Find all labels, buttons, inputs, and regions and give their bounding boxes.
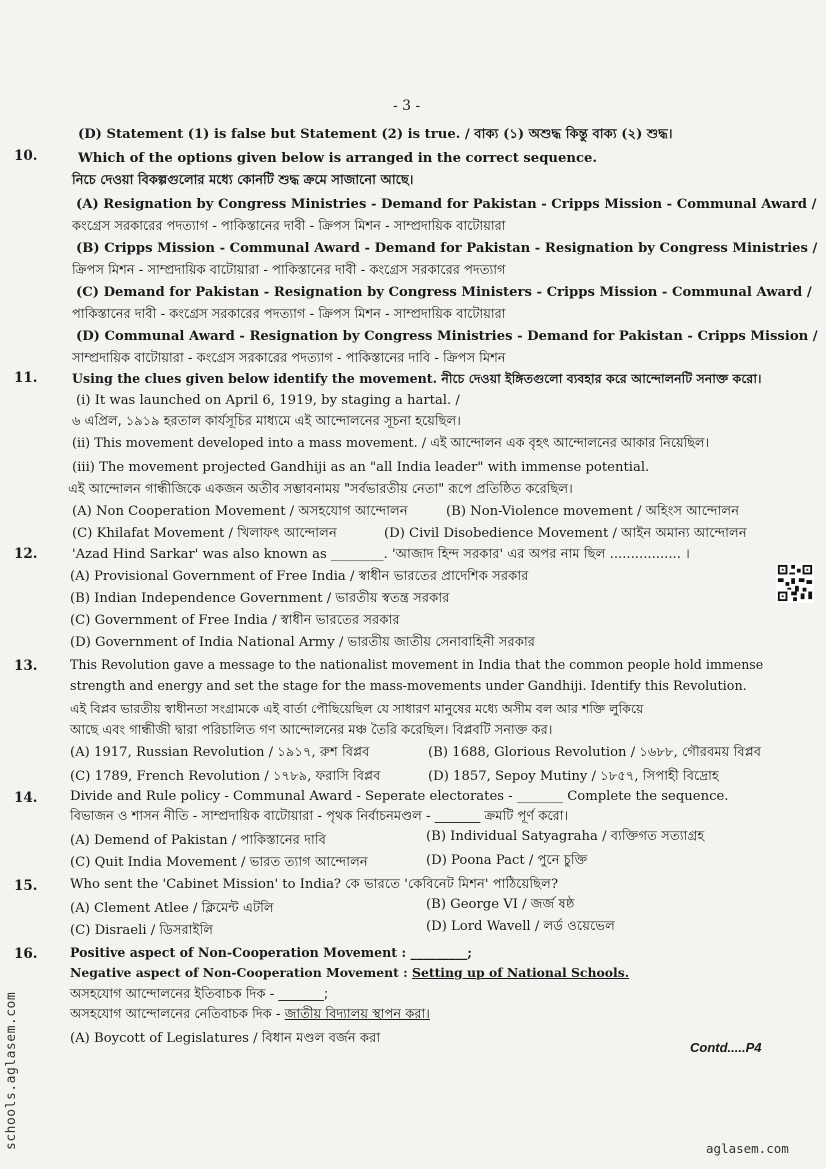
- option-b: (B) 1688, Glorious Revolution / ১৬৮৮, গৌরবময় বিপ্লব: [428, 745, 762, 760]
- question-text: strength and energy and set the stage for the mass-movements under Gandhiji. Identify this Revolution.: [70, 679, 747, 694]
- question-number: 10.: [14, 148, 38, 164]
- footer-watermark: aglasem.com: [706, 1141, 789, 1156]
- page-number: - 3 -: [393, 98, 421, 114]
- option-c: (C) Disraeli / ডিসরাইলি: [70, 923, 214, 938]
- positive-aspect-bn: অসহযোগ আন্দোলনের ইতিবাচক দিক - _______;: [70, 987, 329, 1002]
- option-b: (B) Non-Violence movement / অহিংস আন্দোলন: [446, 504, 740, 519]
- option-c: (C) Demand for Pakistan - Resignation by Congress Ministers - Cripps Mission - Communal Award /: [76, 285, 812, 300]
- option-a: (A) Demend of Pakistan / পাকিস্তানের দাবি: [70, 833, 326, 848]
- question-text: Who sent the 'Cabinet Mission' to India? কে ভারতে 'কেবিনেট মিশন' পাঠিয়েছিল?: [70, 877, 559, 892]
- question-text: Divide and Rule policy - Communal Award - Seperate electorates - _______ Complete the sequence.: [70, 789, 729, 804]
- question-text: Which of the options given below is arranged in the correct sequence.: [78, 151, 597, 166]
- option-a: (A) Provisional Government of Free India / স্বাধীন ভারতের প্রাদেশিক সরকার: [70, 569, 529, 584]
- side-watermark: schools.aglasem.com: [4, 991, 19, 1150]
- option-b: (B) Individual Satyagraha / ব্যক্তিগত সত্যাগ্রহ: [426, 829, 705, 844]
- option-d-bn: সাম্প্রদায়িক বাটোয়ারা - কংগ্রেস সরকারের পদত্যাগ - পাকিস্তানের দাবি - ক্রিপস মিশন: [72, 351, 506, 366]
- option-c: (C) 1789, French Revolution / ১৭৮৯, ফরাসি বিপ্লব: [70, 769, 381, 784]
- question-text: Using the clues given below identify the movement. নীচে দেওয়া ইঙ্গিতগুলো ব্যবহার করে আন্দোলনটি সনাক্ত করো।: [72, 371, 762, 386]
- question-text: This Revolution gave a message to the nationalist movement in India that the common people hold immense: [70, 657, 764, 672]
- option-a: (A) Non Cooperation Movement / অসহযোগ আন্দোলন: [72, 504, 408, 519]
- option-a: (A) Clement Atlee / ক্লিমেন্ট এটলি: [70, 901, 274, 916]
- option-d: (D) 1857, Sepoy Mutiny / ১৮৫৭, সিপাহী বিদ্রোহ: [428, 769, 719, 784]
- option-a: (A) Boycott of Legislatures / বিধান মণ্ডল বর্জন করা: [70, 1031, 381, 1046]
- negative-aspect-answer-bn: জাতীয় বিদ্যালয় স্থাপন করা।: [284, 1007, 430, 1022]
- clue-3-bn: এই আন্দোলন গান্ধীজিকে একজন অতীব সম্ভাবনাময় "সর্বভারতীয় নেতা" রূপে প্রতিষ্ঠিত করেছিল।: [68, 482, 573, 497]
- continued-note: Contd.....P4: [690, 1040, 762, 1055]
- option-d: (D) Government of India National Army / ভারতীয় জাতীয় সেনাবাহিনী সরকার: [70, 635, 536, 650]
- question-text: নিচে দেওয়া বিকল্পগুলোর মধ্যে কোনটি শুদ্ধ ক্রমে সাজানো আছে।: [72, 173, 414, 188]
- clue-2: (ii) This movement developed into a mass movement. / এই আন্দোলন এক বৃহৎ আন্দোলনের আকার নিয়েছিল।: [72, 436, 710, 451]
- question-number: 11.: [14, 370, 38, 386]
- question-text-bn: আছে এবং গান্ধীজী দ্বারা পরিচালিত গণ আন্দোলনের মঞ্চ তৈরি করেছিল। বিপ্লবটি সনাক্ত কর।: [70, 723, 553, 738]
- q9-option-d: (D) Statement (1) is false but Statement (2) is true. / বাক্য (১) অশুদ্ধ কিন্তু বাক্য (২) শুদ্ধ।: [78, 127, 673, 142]
- option-a: (A) 1917, Russian Revolution / ১৯১৭, রুশ বিপ্লব: [70, 745, 370, 760]
- negative-aspect: Negative aspect of Non-Cooperation Movement : Setting up of National Schools.: [70, 965, 630, 980]
- qr-code-icon: [776, 563, 814, 603]
- option-b-bn: ক্রিপস মিশন - সাম্প্রদায়িক বাটোয়ারা - পাকিস্তানের দাবী - কংগ্রেস সরকারের পদত্যাগ: [72, 263, 506, 278]
- negative-aspect-bn: অসহযোগ আন্দোলনের নেতিবাচক দিক - জাতীয় বিদ্যালয় স্থাপন করা।: [70, 1007, 430, 1022]
- question-text-bn: বিভাজন ও শাসন নীতি - সাম্প্রদায়িক বাটোয়ারা - পৃথক নির্বাচনমণ্ডল - _______ ক্রমটি পূর্ণ করো।: [70, 809, 569, 824]
- negative-aspect-answer: Setting up of National Schools.: [412, 965, 630, 980]
- option-b: (B) George VI / জর্জ ষষ্ঠ: [426, 897, 575, 912]
- question-text: 'Azad Hind Sarkar' was also known as ________. 'আজাদ হিন্দ সরকার' এর অপর নাম ছিল ................. ।: [72, 547, 690, 562]
- question-number: 15.: [14, 878, 38, 894]
- option-c: (C) Khilafat Movement / খিলাফৎ আন্দোলন: [72, 526, 337, 541]
- option-a: (A) Resignation by Congress Ministries - Demand for Pakistan - Cripps Mission - Communal Award /: [76, 197, 817, 212]
- option-c: (C) Government of Free India / স্বাধীন ভারতের সরকার: [70, 613, 400, 628]
- option-b: (B) Cripps Mission - Communal Award - Demand for Pakistan - Resignation by Congress Ministries /: [76, 241, 818, 256]
- clue-1: (i) It was launched on April 6, 1919, by staging a hartal. /: [76, 393, 460, 408]
- question-number: 12.: [14, 546, 38, 562]
- option-d: (D) Communal Award - Resignation by Congress Ministries - Demand for Pakistan - Cripps Mission /: [76, 329, 818, 344]
- clue-1-bn: ৬ এপ্রিল, ১৯১৯ হরতাল কার্যসূচির মাধ্যমে এই আন্দোলনের সূচনা হয়েছিল।: [72, 414, 461, 429]
- question-number: 14.: [14, 790, 38, 806]
- option-c: (C) Quit India Movement / ভারত ত্যাগ আন্দোলন: [70, 855, 368, 870]
- clue-3: (iii) The movement projected Gandhiji as an "all India leader" with immense potential.: [72, 460, 650, 475]
- option-a-bn: কংগ্রেস সরকারের পদত্যাগ - পাকিস্তানের দাবী - ক্রিপস মিশন - সাম্প্রদায়িক বাটোয়ারা: [72, 219, 506, 234]
- option-d: (D) Civil Disobedience Movement / আইন অমান্য আন্দোলন: [384, 526, 747, 541]
- positive-aspect: Positive aspect of Non-Cooperation Movement : _________;: [70, 945, 472, 960]
- option-d: (D) Lord Wavell / লর্ড ওয়েভেল: [426, 919, 615, 934]
- option-d: (D) Poona Pact / পুনে চুক্তি: [426, 853, 588, 868]
- option-c-bn: পাকিস্তানের দাবী - কংগ্রেস সরকারের পদত্যাগ - ক্রিপস মিশন - সাম্প্রদায়িক বাটোয়ারা: [72, 307, 506, 322]
- question-number: 16.: [14, 946, 38, 962]
- option-b: (B) Indian Independence Government / ভারতীয় স্বতন্ত্র সরকার: [70, 591, 450, 606]
- question-text-bn: এই বিপ্লব ভারতীয় স্বাধীনতা সংগ্রামকে এই বার্তা পৌছিয়েছিল যে সাধারণ মানুষের মধ্যে অসীম বল আর শক্তি লুকিয়ে: [70, 701, 644, 716]
- question-number: 13.: [14, 658, 38, 674]
